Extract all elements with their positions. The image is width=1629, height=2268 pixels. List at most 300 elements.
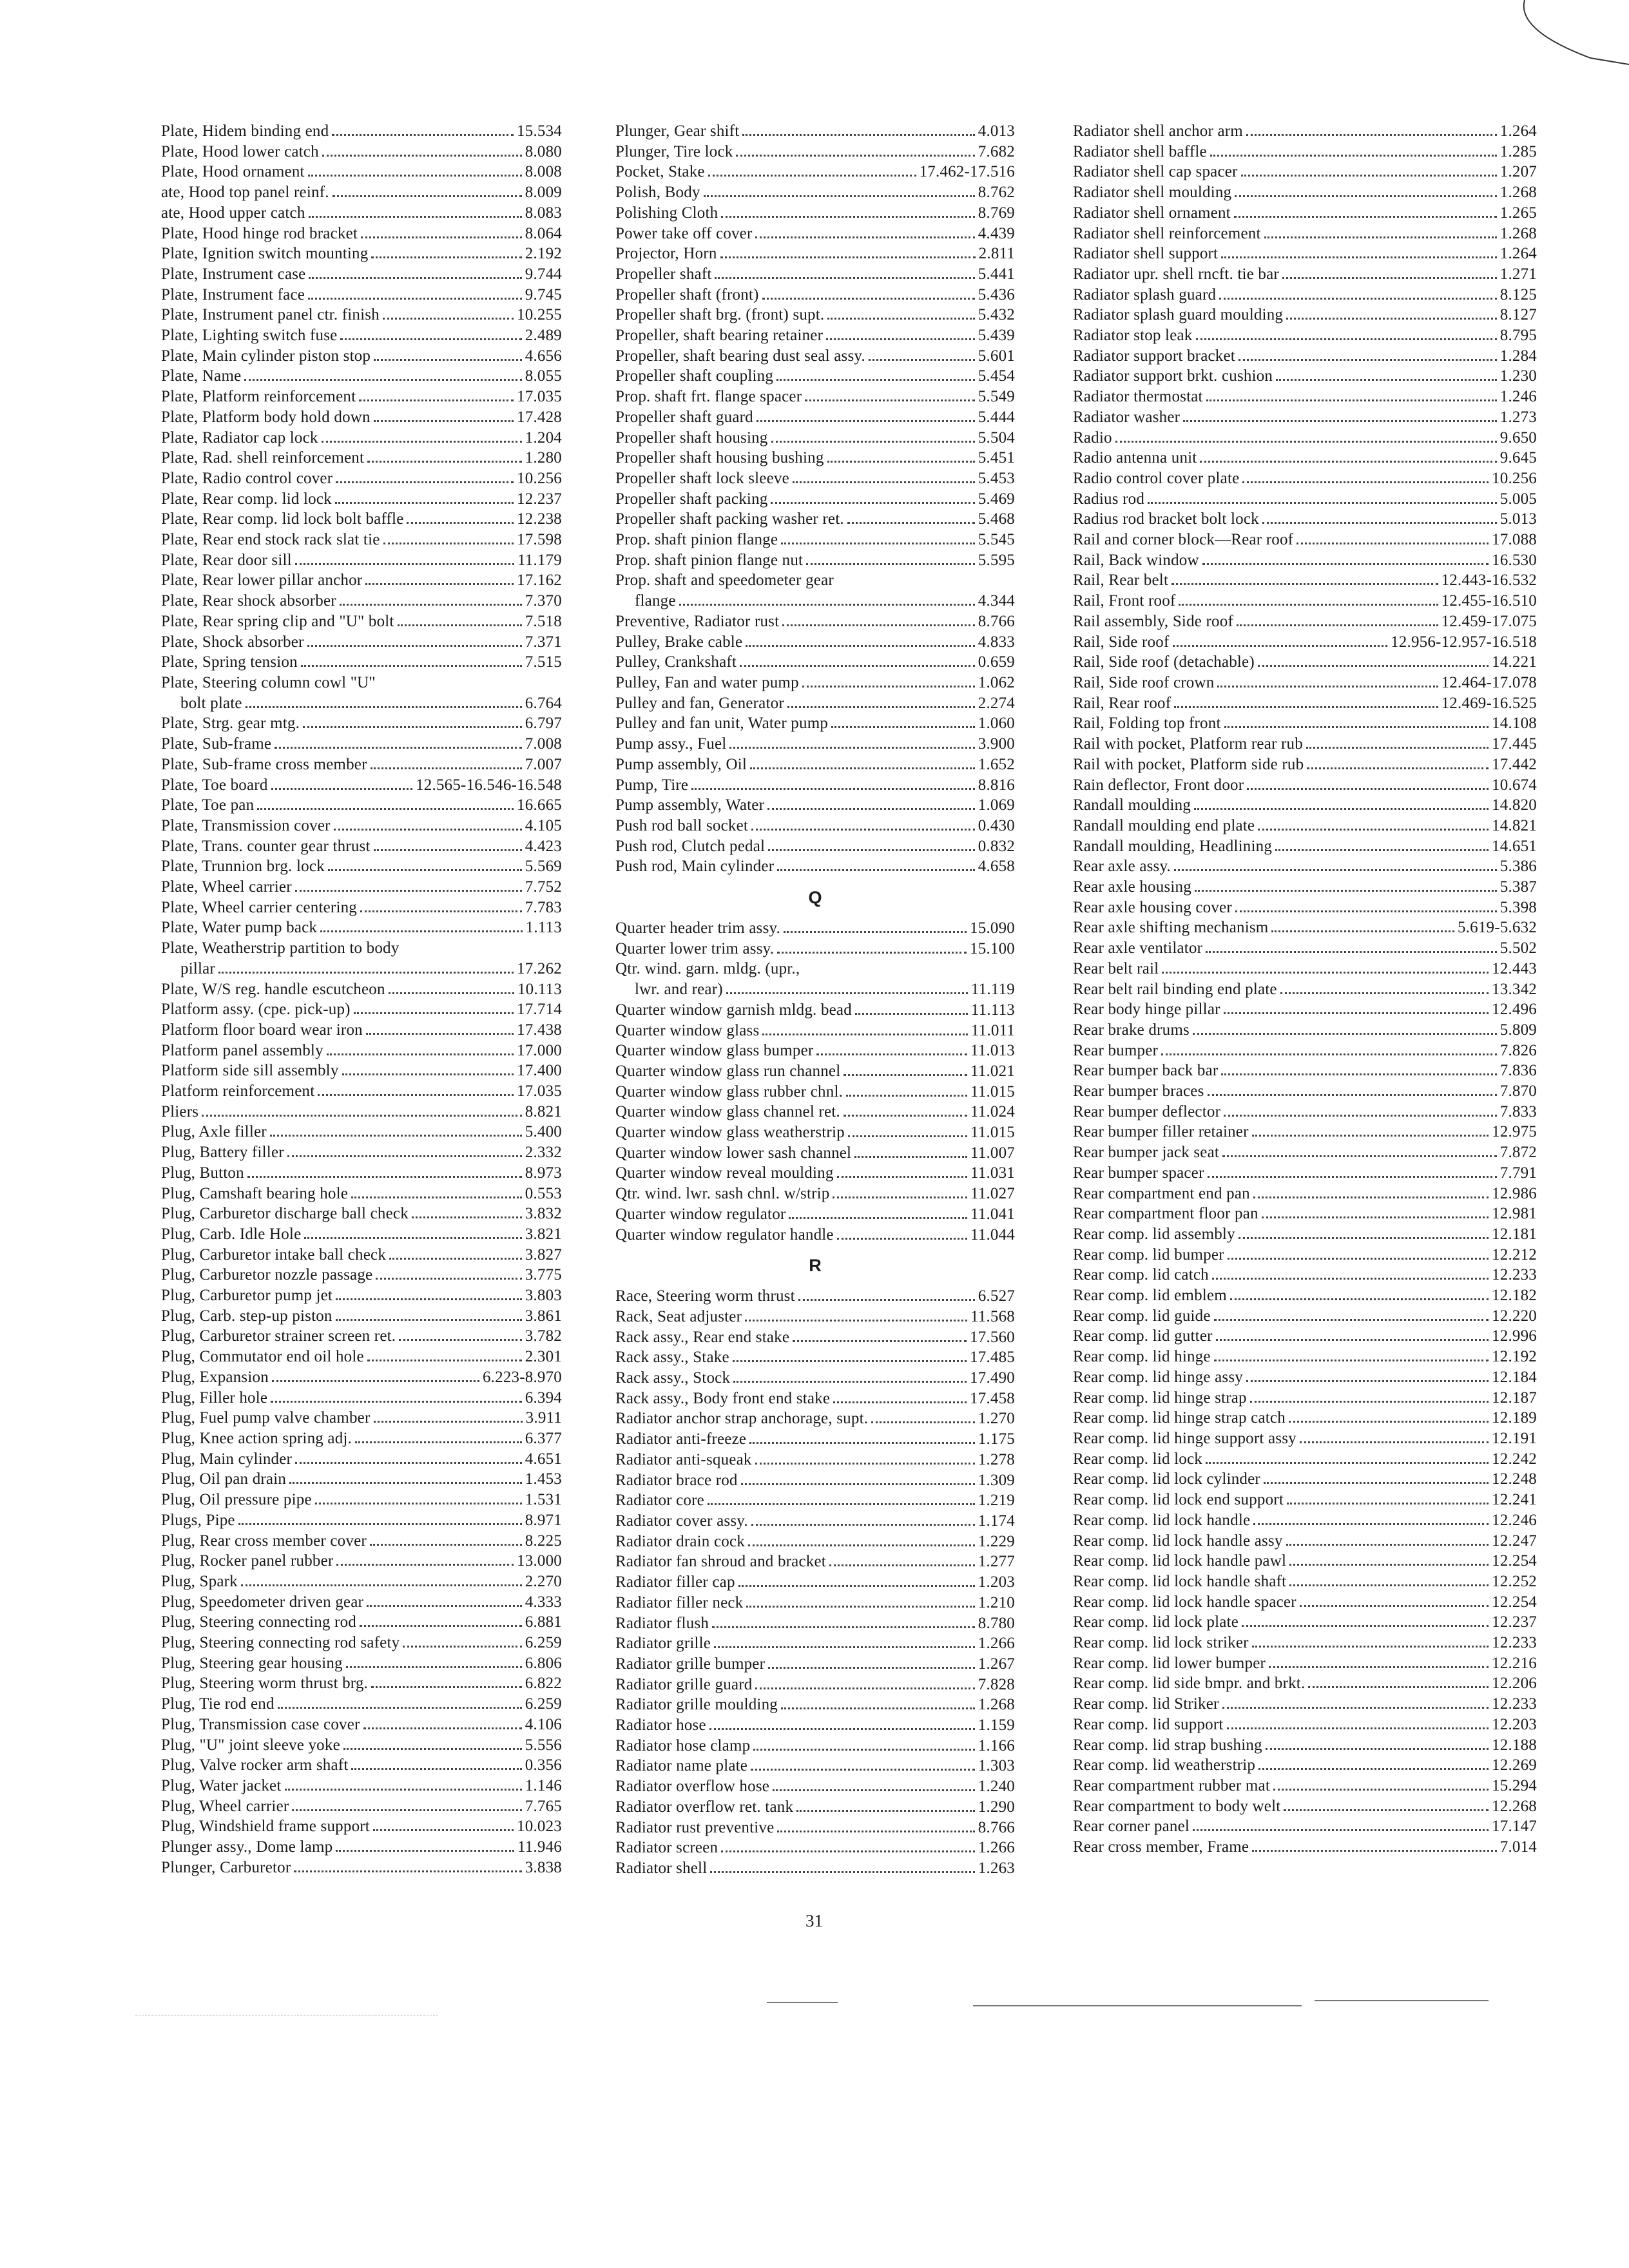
entry-reference: 7.371 xyxy=(525,633,562,651)
entry-label: Plug, Steering worm thrust brg. xyxy=(161,1675,369,1693)
entry-label: Rear comp. lid support xyxy=(1073,1715,1224,1733)
dot-leader xyxy=(1171,583,1438,585)
entry-label: Rear comp. lid hinge support assy xyxy=(1073,1430,1296,1447)
entry-reference: 5.398 xyxy=(1499,898,1537,916)
index-entry xyxy=(1073,1041,1537,1061)
entry-label: Rear comp. lid lock end support xyxy=(1073,1491,1284,1509)
dot-leader xyxy=(1280,992,1489,994)
dot-leader xyxy=(773,1789,975,1791)
index-entry xyxy=(615,428,1015,448)
index-entry xyxy=(615,1041,1015,1061)
entry-reference: 7.783 xyxy=(525,898,562,916)
entry-reference: 4.013 xyxy=(978,122,1015,140)
index-entry xyxy=(1073,1020,1537,1041)
entry-reference: 12.237 xyxy=(517,490,562,508)
index-entry xyxy=(161,836,562,857)
index-entry xyxy=(615,1061,1015,1082)
entry-reference: 4.344 xyxy=(978,592,1015,610)
dot-leader xyxy=(1219,298,1497,300)
entry-label: Preventive, Radiator rust xyxy=(615,612,780,630)
entry-reference: 4.658 xyxy=(978,858,1015,876)
entry-label: Rear bumper back bar xyxy=(1073,1062,1219,1080)
entry-label: Rail with pocket, Platform side rub xyxy=(1073,755,1304,773)
entry-label: Plate, Hood ornament xyxy=(161,163,305,181)
index-entry xyxy=(615,1613,1015,1634)
entry-label: Plug, Windshield frame support xyxy=(161,1818,370,1836)
dot-leader xyxy=(1258,829,1489,831)
entry-reference: 12.996 xyxy=(1492,1327,1537,1345)
entry-label: Plate, Radio control cover xyxy=(161,469,333,487)
index-entry xyxy=(1073,407,1537,428)
dot-leader xyxy=(767,808,975,810)
dot-leader xyxy=(1206,951,1497,953)
entry-label: Plate, Steering column cowl "U" xyxy=(161,673,376,691)
dot-leader xyxy=(1206,399,1497,401)
entry-reference: 15.534 xyxy=(517,122,562,140)
index-entry xyxy=(161,489,562,510)
index-entry xyxy=(615,244,1015,264)
dot-leader xyxy=(1174,869,1497,871)
dot-leader xyxy=(1271,930,1454,932)
dot-leader xyxy=(309,277,521,279)
entry-reference: 17.147 xyxy=(1492,1818,1537,1836)
dot-leader xyxy=(1266,1748,1489,1750)
entry-reference: 1.277 xyxy=(978,1553,1015,1571)
dot-leader xyxy=(1210,155,1497,157)
index-entry xyxy=(615,1000,1015,1021)
dot-leader xyxy=(351,1768,521,1770)
entry-label: Rear comp. lid lock handle xyxy=(1073,1511,1251,1529)
dot-leader xyxy=(336,1850,514,1852)
dot-leader xyxy=(827,318,974,320)
index-entry xyxy=(1073,162,1537,182)
dot-leader xyxy=(746,645,975,647)
entry-label: Propeller shaft packing xyxy=(615,490,768,508)
index-entry xyxy=(1073,530,1537,550)
entry-label: Rear comp. lid lock cylinder xyxy=(1073,1470,1260,1488)
index-entry xyxy=(1073,734,1537,754)
entry-reference: 1.278 xyxy=(978,1450,1015,1468)
entry-label: Plate, W/S reg. handle escutcheon xyxy=(161,980,385,998)
index-entry xyxy=(615,856,1015,877)
index-entry xyxy=(615,795,1015,816)
entry-label: Plate, Trans. counter gear thrust xyxy=(161,837,371,855)
dot-leader xyxy=(287,1155,522,1157)
dot-leader xyxy=(1206,1462,1489,1464)
entry-reference: 1.284 xyxy=(1499,347,1537,365)
index-entry xyxy=(161,734,562,754)
index-entry xyxy=(615,1776,1015,1797)
entry-label: Radiator anchor strap anchorage, supt. xyxy=(615,1410,869,1428)
entry-label: Plunger, Carburetor xyxy=(161,1858,291,1876)
scan-line xyxy=(767,2002,838,2003)
index-entry xyxy=(1073,1245,1537,1265)
dot-leader xyxy=(871,1421,975,1423)
entry-label: Quarter window reveal moulding xyxy=(615,1164,834,1182)
entry-reference: 8.816 xyxy=(978,776,1015,794)
dot-leader xyxy=(829,1564,975,1566)
entry-reference: 7.752 xyxy=(525,878,562,896)
dot-leader xyxy=(837,1176,967,1178)
index-entry xyxy=(161,244,562,264)
index-entry xyxy=(1073,142,1537,162)
dot-leader xyxy=(374,420,514,422)
entry-reference: 12.184 xyxy=(1492,1368,1537,1386)
dot-leader xyxy=(322,441,522,443)
entry-label: Plate, Instrument case xyxy=(161,265,306,283)
entry-reference: 1.264 xyxy=(1499,122,1537,140)
dot-leader xyxy=(1221,256,1497,258)
dot-leader xyxy=(784,931,967,933)
entry-label: Quarter window glass bumper xyxy=(615,1042,814,1060)
index-entry xyxy=(615,121,1015,142)
entry-label: Platform side sill assembly xyxy=(161,1062,339,1080)
entry-reference: 17.088 xyxy=(1492,531,1537,549)
entry-label: lwr. and rear) xyxy=(635,981,723,999)
index-entry xyxy=(615,734,1015,754)
entry-reference: 5.013 xyxy=(1499,510,1537,528)
entry-reference: 12.203 xyxy=(1492,1715,1537,1733)
entry-reference: 0.430 xyxy=(978,816,1015,834)
index-entry xyxy=(1073,550,1537,571)
entry-reference: 5.601 xyxy=(978,347,1015,365)
index-entry xyxy=(615,203,1015,224)
dot-leader xyxy=(1300,1441,1489,1443)
entry-label: Plate, Platform reinforcement xyxy=(161,388,356,406)
entry-label: Polish, Body xyxy=(615,184,700,202)
index-entry xyxy=(1073,1204,1537,1224)
index-entry xyxy=(1073,1571,1537,1592)
entry-label: Rack assy., Rear end stake xyxy=(615,1328,790,1346)
index-entry xyxy=(615,591,1015,611)
entry-reference: 5.469 xyxy=(978,490,1015,508)
entry-label: Rear comp. lid lock handle assy xyxy=(1073,1532,1283,1550)
entry-reference: 4.439 xyxy=(978,224,1015,242)
entry-reference: 12.269 xyxy=(1492,1756,1537,1774)
entry-reference: 1.303 xyxy=(978,1757,1015,1775)
entry-reference: 5.809 xyxy=(1499,1021,1537,1039)
entry-label: Rear axle assy. xyxy=(1073,858,1171,876)
entry-reference: 1.113 xyxy=(525,919,562,937)
entry-label: Radiator shell moulding xyxy=(1073,184,1232,202)
index-entry xyxy=(615,1225,1015,1245)
dot-leader xyxy=(361,236,522,238)
entry-label: ate, Hood top panel reinf. xyxy=(161,184,329,202)
entry-label: Rain deflector, Front door xyxy=(1073,776,1244,794)
entry-reference: 2.811 xyxy=(978,245,1015,263)
index-entry xyxy=(615,1470,1015,1491)
dot-leader xyxy=(363,1727,522,1729)
entry-label: Plunger, Gear shift xyxy=(615,122,740,140)
entry-reference: 2.274 xyxy=(978,694,1015,712)
index-entry xyxy=(615,1715,1015,1736)
entry-label: Prop. shaft and speedometer gear xyxy=(615,572,834,590)
entry-reference: 8.821 xyxy=(525,1102,562,1120)
entry-reference: 8.769 xyxy=(978,204,1015,222)
index-entry xyxy=(161,591,562,611)
entry-reference: 12.188 xyxy=(1492,1736,1537,1754)
entry-reference: 11.024 xyxy=(970,1103,1015,1121)
entry-label: Rear comp. lid Striker xyxy=(1073,1695,1219,1713)
entry-reference: 17.442 xyxy=(1492,755,1537,773)
index-entry xyxy=(615,959,1015,979)
entry-reference: 13.342 xyxy=(1492,980,1537,998)
entry-label: Plate, Main cylinder piston stop xyxy=(161,347,371,365)
dot-leader xyxy=(1227,1727,1489,1729)
entry-label: Plate, Wheel carrier xyxy=(161,878,292,896)
dot-leader xyxy=(777,869,975,871)
entry-reference: 7.828 xyxy=(978,1675,1015,1693)
entry-reference: 10.023 xyxy=(517,1818,562,1836)
entry-label: Rail, Side roof crown xyxy=(1073,673,1215,691)
dot-leader xyxy=(335,502,514,504)
index-entry xyxy=(161,1858,562,1878)
entry-reference: 1.246 xyxy=(1499,388,1537,406)
entry-reference: 1.285 xyxy=(1499,142,1537,160)
entry-reference: 12.233 xyxy=(1492,1634,1537,1652)
dot-leader xyxy=(1300,1605,1489,1607)
index-entry xyxy=(1073,959,1537,979)
index-entry xyxy=(161,1694,562,1715)
dot-leader xyxy=(1252,1135,1489,1137)
dot-leader xyxy=(762,1033,967,1035)
dot-leader xyxy=(733,1360,967,1362)
entry-reference: 11.179 xyxy=(517,551,562,569)
entry-reference: 12.496 xyxy=(1492,1001,1537,1019)
index-entry xyxy=(161,468,562,489)
entry-reference: 6.797 xyxy=(525,715,562,733)
entry-label: Radiator filler cap xyxy=(615,1573,735,1591)
dot-leader xyxy=(721,216,974,218)
index-entry xyxy=(1073,489,1537,510)
entry-label: Rail, Side roof xyxy=(1073,633,1170,651)
dot-leader xyxy=(708,1503,975,1505)
dot-leader xyxy=(720,256,976,258)
dot-leader xyxy=(777,952,967,954)
entry-reference: 15.100 xyxy=(970,939,1015,957)
entry-label: Rear comp. lid lock xyxy=(1073,1450,1202,1468)
index-entry xyxy=(615,1675,1015,1695)
index-entry xyxy=(1073,346,1537,367)
entry-label: Radiator grille moulding xyxy=(615,1696,778,1714)
entry-reference: 3.827 xyxy=(525,1245,562,1264)
entry-label: Rack assy., Stock xyxy=(615,1369,731,1387)
index-entry xyxy=(161,1081,562,1102)
index-entry xyxy=(615,1818,1015,1838)
entry-label: Rack assy., Stake xyxy=(615,1349,729,1367)
index-entry xyxy=(1073,1633,1537,1653)
entry-label: Plate, Transmission cover xyxy=(161,816,331,834)
dot-leader xyxy=(334,829,522,831)
section-heading-q: Q xyxy=(808,888,822,908)
entry-label: Rail, Side roof (detachable) xyxy=(1073,653,1255,671)
index-entry xyxy=(615,162,1015,182)
dot-leader xyxy=(244,379,521,381)
entry-label: Radiator overflow hose xyxy=(615,1778,770,1796)
entry-reference: 9.650 xyxy=(1499,428,1537,447)
dot-leader xyxy=(736,155,974,157)
entry-reference: 15.090 xyxy=(970,919,1015,937)
entry-label: Rear bumper filler retainer xyxy=(1073,1123,1249,1141)
entry-reference: 5.556 xyxy=(525,1736,562,1754)
entry-label: Radio control cover plate xyxy=(1073,469,1240,487)
index-entry xyxy=(615,264,1015,285)
index-entry xyxy=(161,1571,562,1592)
index-entry xyxy=(1073,264,1537,285)
dot-leader xyxy=(1222,1155,1497,1157)
entry-label: Plate, Strg. gear mtg. xyxy=(161,715,300,733)
dot-leader xyxy=(336,1564,514,1566)
dot-leader xyxy=(398,624,522,626)
index-entry xyxy=(615,693,1015,714)
entry-reference: 12.246 xyxy=(1492,1511,1537,1529)
entry-label: Radiator cover assy. xyxy=(615,1512,748,1530)
entry-label: Radiator hose xyxy=(615,1716,706,1735)
index-entry xyxy=(1073,1490,1537,1510)
index-entry xyxy=(1073,1285,1537,1306)
index-entry xyxy=(161,713,562,734)
entry-reference: 0.356 xyxy=(525,1756,562,1774)
dot-leader xyxy=(270,1135,522,1137)
dot-leader xyxy=(304,1237,521,1239)
entry-label: Radiator upr. shell rncft. tie bar xyxy=(1073,265,1279,283)
entry-reference: 10.674 xyxy=(1492,776,1537,794)
entry-label: Radiator shell baffle xyxy=(1073,142,1207,160)
index-entry xyxy=(161,1551,562,1571)
section-heading-r: R xyxy=(809,1256,822,1276)
index-entry xyxy=(1073,1735,1537,1756)
index-entry xyxy=(161,1653,562,1674)
entry-label: Plug, Button xyxy=(161,1164,244,1182)
index-entry xyxy=(1073,570,1537,591)
dot-leader xyxy=(721,1850,975,1852)
dot-leader xyxy=(322,155,522,157)
dot-leader xyxy=(729,747,974,749)
index-entry xyxy=(615,550,1015,571)
entry-reference: 17.485 xyxy=(970,1349,1015,1367)
entry-label: Plug, Rear cross member cover xyxy=(161,1532,367,1550)
index-entry xyxy=(615,1532,1015,1552)
entry-label: Rear body hinge pillar xyxy=(1073,1001,1220,1019)
entry-reference: 1.309 xyxy=(978,1471,1015,1489)
index-entry xyxy=(1073,856,1537,877)
entry-label: Pulley, Crankshaft xyxy=(615,653,737,671)
entry-reference: 12.189 xyxy=(1492,1409,1537,1427)
dot-leader xyxy=(1228,1258,1489,1260)
entry-label: Rear comp. lid hinge assy xyxy=(1073,1368,1243,1386)
entry-label: Rear comp. lid strap bushing xyxy=(1073,1736,1262,1754)
entry-reference: 12.233 xyxy=(1492,1695,1537,1713)
index-entry xyxy=(1073,1449,1537,1470)
index-entry xyxy=(161,673,562,693)
entry-reference: 1.069 xyxy=(978,796,1015,814)
dot-leader xyxy=(843,1115,967,1117)
index-entry xyxy=(1073,1469,1537,1490)
entry-reference: 11.113 xyxy=(970,1001,1015,1019)
entry-label: Radio xyxy=(1073,428,1112,447)
index-entry xyxy=(615,1021,1015,1041)
entry-label: Rear axle ventilator xyxy=(1073,939,1203,957)
dot-leader xyxy=(1262,522,1497,524)
entry-reference: 12.956-12.957-16.518 xyxy=(1391,633,1537,651)
entry-label: Rail and corner block—Rear roof xyxy=(1073,531,1294,549)
index-entry xyxy=(615,652,1015,673)
dot-leader xyxy=(303,726,522,728)
index-entry xyxy=(1073,366,1537,387)
entry-label: Plate, Sub-frame xyxy=(161,735,272,753)
dot-leader xyxy=(1239,359,1497,361)
entry-label: Rear comp. lid gutter xyxy=(1073,1327,1213,1345)
entry-label: Rear comp. lid lock handle pawl xyxy=(1073,1552,1287,1570)
index-entry xyxy=(615,1122,1015,1143)
entry-reference: 8.127 xyxy=(1499,306,1537,324)
index-entry xyxy=(1073,509,1537,530)
entry-reference: 1.060 xyxy=(978,715,1015,733)
index-entry xyxy=(1073,1388,1537,1408)
entry-reference: 8.008 xyxy=(525,163,562,181)
entry-reference: 4.106 xyxy=(525,1715,562,1733)
entry-label: Plug, Rocker panel rubber xyxy=(161,1552,334,1570)
entry-reference: 5.453 xyxy=(978,469,1015,487)
dot-leader xyxy=(1179,604,1438,606)
entry-label: Radiator overflow ret. tank xyxy=(615,1798,794,1816)
dot-leader xyxy=(826,338,975,340)
dot-leader xyxy=(745,1320,967,1321)
dot-leader xyxy=(1258,665,1489,667)
entry-reference: 8.766 xyxy=(978,1818,1015,1836)
index-entry xyxy=(615,570,1015,591)
index-entry xyxy=(1073,713,1537,734)
index-entry xyxy=(161,938,562,959)
entry-reference: 11.027 xyxy=(970,1185,1015,1203)
entry-label: Prop. shaft frt. flange spacer xyxy=(615,388,802,406)
index-entry xyxy=(161,1776,562,1796)
entry-reference: 12.565-16.546-16.548 xyxy=(416,776,562,794)
dot-leader xyxy=(771,441,975,443)
index-entry xyxy=(615,468,1015,489)
index-entry xyxy=(161,652,562,673)
index-entry xyxy=(161,1061,562,1081)
index-entry xyxy=(161,285,562,305)
entry-reference: 12.242 xyxy=(1492,1450,1537,1468)
entry-label: Prop. shaft pinion flange nut xyxy=(615,551,804,569)
entry-reference: 13.000 xyxy=(517,1552,562,1570)
entry-reference: 0.832 xyxy=(978,837,1015,855)
entry-reference: 12.191 xyxy=(1492,1430,1537,1447)
index-entry xyxy=(1073,468,1537,489)
index-entry xyxy=(615,1184,1015,1204)
index-entry xyxy=(161,1326,562,1347)
entry-reference: 7.370 xyxy=(525,592,562,610)
entry-reference: 7.791 xyxy=(1499,1164,1537,1182)
entry-reference: 12.212 xyxy=(1492,1245,1537,1264)
dot-leader xyxy=(1208,1094,1497,1096)
dot-leader xyxy=(320,930,523,932)
entry-label: Radiator grille xyxy=(615,1635,711,1653)
dot-leader xyxy=(295,1462,522,1464)
dot-leader xyxy=(1194,808,1489,810)
entry-reference: 1.229 xyxy=(978,1532,1015,1550)
index-entry xyxy=(1073,693,1537,714)
index-entry xyxy=(1073,754,1537,775)
entry-reference: 5.545 xyxy=(978,531,1015,549)
entry-reference: 3.775 xyxy=(525,1266,562,1284)
entry-label: Radiator grille bumper xyxy=(615,1655,766,1673)
entry-reference: 3.861 xyxy=(525,1307,562,1325)
index-entry xyxy=(1073,938,1537,959)
entry-reference: 17.035 xyxy=(517,388,562,406)
entry-reference: 12.238 xyxy=(517,510,562,528)
